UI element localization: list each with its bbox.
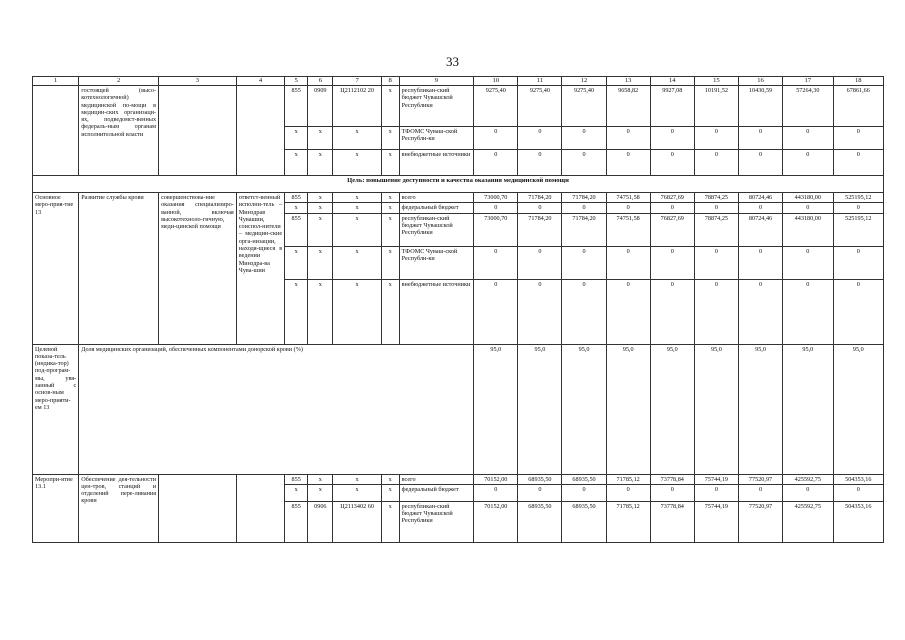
table-cell: Ц2112102 20 bbox=[333, 86, 381, 127]
table-cell: х bbox=[381, 127, 399, 150]
value-cell: 71785,12 bbox=[606, 474, 650, 484]
value-cell: 0 bbox=[738, 150, 782, 176]
value-cell: 78874,25 bbox=[694, 213, 738, 246]
table-row bbox=[33, 474, 884, 484]
column-number: 10 bbox=[474, 77, 518, 86]
value-cell: 0 bbox=[833, 246, 883, 279]
table-cell bbox=[236, 474, 284, 542]
column-number: 13 bbox=[606, 77, 650, 86]
value-cell: 77520,97 bbox=[738, 474, 782, 484]
value-cell: 9927,08 bbox=[650, 86, 694, 127]
value-cell: 0 bbox=[474, 246, 518, 279]
table-cell: х bbox=[308, 213, 333, 246]
value-cell: 73000,70 bbox=[474, 213, 518, 246]
value-cell: 0 bbox=[606, 203, 650, 213]
table-cell: х bbox=[285, 203, 308, 213]
value-cell: 70152,00 bbox=[474, 474, 518, 484]
value-cell: 0 bbox=[833, 127, 883, 150]
value-cell: 0 bbox=[606, 484, 650, 501]
table-cell: х bbox=[308, 279, 333, 344]
funding-source-cell: всего bbox=[399, 193, 474, 203]
table-cell: х bbox=[381, 150, 399, 176]
value-cell: 0 bbox=[783, 246, 833, 279]
value-cell: 0 bbox=[650, 279, 694, 344]
table-cell: х bbox=[333, 474, 381, 484]
value-cell: 68935,50 bbox=[562, 474, 606, 484]
value-cell: 0 bbox=[606, 150, 650, 176]
value-cell: 0 bbox=[474, 127, 518, 150]
value-cell: 425592,75 bbox=[783, 474, 833, 484]
executor-cell: ответст-венный исполни-тель – Минздрав Чувашии, соиспол-нители – медицин-ские орга-низации, находя-щиеся в ведении Минздра-ва Чува-шии bbox=[236, 193, 284, 345]
value-cell: 0 bbox=[650, 484, 694, 501]
table-cell: х bbox=[308, 474, 333, 484]
funding-source-cell: республикан-ский бюджет Чувашской Республики bbox=[399, 86, 474, 127]
value-cell: 80724,46 bbox=[738, 193, 782, 203]
value-cell: 95,0 bbox=[650, 344, 694, 474]
table-cell: х bbox=[285, 150, 308, 176]
table-cell bbox=[159, 474, 237, 542]
table-cell bbox=[236, 86, 284, 176]
table-cell: х bbox=[285, 484, 308, 501]
table-row bbox=[33, 193, 884, 203]
value-cell: 0 bbox=[694, 150, 738, 176]
event-type-cell: Меропри-ятие 13.1 bbox=[33, 474, 79, 542]
value-cell: 0 bbox=[518, 246, 562, 279]
value-cell: 0 bbox=[783, 127, 833, 150]
value-cell: 0 bbox=[833, 203, 883, 213]
table-cell bbox=[159, 86, 237, 176]
table-cell: 855 bbox=[285, 193, 308, 203]
table-cell: х bbox=[333, 246, 381, 279]
funding-source-cell: федеральный бюджет bbox=[399, 203, 474, 213]
value-cell: 504353,16 bbox=[833, 501, 883, 542]
value-cell: 73778,84 bbox=[650, 501, 694, 542]
value-cell: 443180,00 bbox=[783, 213, 833, 246]
value-cell: 74751,58 bbox=[606, 213, 650, 246]
funding-source-cell: всего bbox=[399, 474, 474, 484]
value-cell: 0 bbox=[783, 150, 833, 176]
table-cell: х bbox=[308, 203, 333, 213]
page-number: 33 bbox=[446, 54, 459, 69]
value-cell: 9658,82 bbox=[606, 86, 650, 127]
value-cell: 78874,25 bbox=[694, 193, 738, 203]
table-cell: 855 bbox=[285, 213, 308, 246]
value-cell: 0 bbox=[783, 279, 833, 344]
event-name-cell: Обеспечение дея-тельности цен-тров, станций и отделений пере-ливания крови bbox=[79, 474, 159, 542]
column-number: 18 bbox=[833, 77, 883, 86]
value-cell: 70152,00 bbox=[474, 501, 518, 542]
table-cell: х bbox=[308, 484, 333, 501]
table-cell: х bbox=[285, 246, 308, 279]
indicator-text-cell: Доля медицинских организаций, обеспеченных компонентами донорской крови (%) bbox=[79, 344, 474, 474]
value-cell: 75744,19 bbox=[694, 501, 738, 542]
table-cell: 855 bbox=[285, 86, 308, 127]
column-number: 6 bbox=[308, 77, 333, 86]
funding-source-cell: внебюджетные источники bbox=[399, 279, 474, 344]
value-cell: 10430,59 bbox=[738, 86, 782, 127]
value-cell: 76827,69 bbox=[650, 213, 694, 246]
value-cell: 95,0 bbox=[694, 344, 738, 474]
column-number: 16 bbox=[738, 77, 782, 86]
value-cell: 0 bbox=[562, 203, 606, 213]
value-cell: 0 bbox=[783, 203, 833, 213]
program-funding-table bbox=[32, 76, 884, 543]
table-cell: х bbox=[333, 193, 381, 203]
value-cell: 0 bbox=[518, 203, 562, 213]
value-cell: 0 bbox=[562, 484, 606, 501]
event-name-cell: гостоящей (высо-котехнологичной) медицинской по-мощи в медицин-ских организаци-ях, подведомст-венных федераль-ным органам исполнительной власти bbox=[79, 86, 159, 176]
value-cell: 95,0 bbox=[738, 344, 782, 474]
table-cell: х bbox=[308, 127, 333, 150]
value-cell: 0 bbox=[650, 150, 694, 176]
value-cell: 0 bbox=[833, 279, 883, 344]
table-cell: х bbox=[308, 193, 333, 203]
value-cell: 71784,20 bbox=[562, 193, 606, 203]
table-cell: х bbox=[381, 203, 399, 213]
table-cell: 0909 bbox=[308, 86, 333, 127]
objective-cell: совершенствова-ние оказания специализиро-ванной, включая высокотехноло-гичную, меди-цинской помощи bbox=[159, 193, 237, 345]
table-cell: х bbox=[381, 246, 399, 279]
value-cell: 0 bbox=[694, 484, 738, 501]
table-cell: 0906 bbox=[308, 501, 333, 542]
table-row bbox=[33, 77, 884, 86]
value-cell: 0 bbox=[562, 279, 606, 344]
value-cell: 0 bbox=[650, 246, 694, 279]
table-cell: 855 bbox=[285, 501, 308, 542]
value-cell: 0 bbox=[474, 279, 518, 344]
table-cell: х bbox=[381, 193, 399, 203]
value-cell: 80724,46 bbox=[738, 213, 782, 246]
column-number: 17 bbox=[783, 77, 833, 86]
value-cell: 95,0 bbox=[783, 344, 833, 474]
column-number: 5 bbox=[285, 77, 308, 86]
table-row bbox=[33, 86, 884, 127]
table-cell: х bbox=[333, 203, 381, 213]
table-body bbox=[33, 77, 884, 543]
table-cell: Ц2113402 60 bbox=[333, 501, 381, 542]
funding-source-cell: ТФОМС Чуваш-ской Республи-ки bbox=[399, 246, 474, 279]
value-cell: 57264,30 bbox=[783, 86, 833, 127]
value-cell: 68935,50 bbox=[518, 501, 562, 542]
table-cell: х bbox=[381, 484, 399, 501]
value-cell: 0 bbox=[518, 150, 562, 176]
value-cell: 95,0 bbox=[833, 344, 883, 474]
value-cell: 0 bbox=[694, 203, 738, 213]
column-number: 14 bbox=[650, 77, 694, 86]
table-cell: х bbox=[381, 501, 399, 542]
column-number: 9 bbox=[399, 77, 474, 86]
event-name-cell: Развитие службы крови bbox=[79, 193, 159, 345]
column-number: 1 bbox=[33, 77, 79, 86]
value-cell: 74751,58 bbox=[606, 193, 650, 203]
table-cell: х bbox=[381, 279, 399, 344]
column-number: 3 bbox=[159, 77, 237, 86]
value-cell: 71784,20 bbox=[518, 193, 562, 203]
table-row bbox=[33, 176, 884, 193]
funding-source-cell: внебюджетные источники bbox=[399, 150, 474, 176]
funding-source-cell: республикан-ский бюджет Чувашской Республики bbox=[399, 501, 474, 542]
indicator-label-cell: Целевой показа-тель (индика-тор) под-програм-мы, увя-занный с основ-ным меро-прияти-ем 13 bbox=[33, 344, 79, 474]
table-cell: х bbox=[333, 484, 381, 501]
table-cell: х bbox=[333, 150, 381, 176]
value-cell: 73000,70 bbox=[474, 193, 518, 203]
value-cell: 77520,97 bbox=[738, 501, 782, 542]
value-cell: 0 bbox=[833, 484, 883, 501]
column-number: 4 bbox=[236, 77, 284, 86]
value-cell: 504353,16 bbox=[833, 474, 883, 484]
value-cell: 71785,12 bbox=[606, 501, 650, 542]
table-cell: х bbox=[308, 246, 333, 279]
value-cell: 443180,00 bbox=[783, 193, 833, 203]
funding-source-cell: республикан-ский бюджет Чувашской Республики bbox=[399, 213, 474, 246]
value-cell: 0 bbox=[474, 484, 518, 501]
value-cell: 0 bbox=[694, 246, 738, 279]
table-cell: х bbox=[308, 150, 333, 176]
value-cell: 525195,12 bbox=[833, 193, 883, 203]
table-row bbox=[33, 344, 884, 474]
value-cell: 9275,40 bbox=[562, 86, 606, 127]
value-cell: 9275,40 bbox=[474, 86, 518, 127]
table-cell: х bbox=[381, 474, 399, 484]
value-cell: 95,0 bbox=[562, 344, 606, 474]
value-cell: 95,0 bbox=[606, 344, 650, 474]
value-cell: 425592,75 bbox=[783, 501, 833, 542]
funding-source-cell: федеральный бюджет bbox=[399, 484, 474, 501]
table-cell: х bbox=[381, 213, 399, 246]
value-cell: 0 bbox=[562, 246, 606, 279]
value-cell: 71784,20 bbox=[518, 213, 562, 246]
column-number: 2 bbox=[79, 77, 159, 86]
value-cell: 0 bbox=[474, 203, 518, 213]
table-cell: х bbox=[285, 279, 308, 344]
value-cell: 0 bbox=[694, 127, 738, 150]
value-cell: 95,0 bbox=[518, 344, 562, 474]
value-cell: 76827,69 bbox=[650, 193, 694, 203]
column-number: 7 bbox=[333, 77, 381, 86]
value-cell: 0 bbox=[562, 127, 606, 150]
value-cell: 95,0 bbox=[474, 344, 518, 474]
value-cell: 525195,12 bbox=[833, 213, 883, 246]
value-cell: 0 bbox=[833, 150, 883, 176]
value-cell: 67861,66 bbox=[833, 86, 883, 127]
value-cell: 9275,40 bbox=[518, 86, 562, 127]
column-number: 12 bbox=[562, 77, 606, 86]
value-cell: 0 bbox=[738, 246, 782, 279]
column-number: 11 bbox=[518, 77, 562, 86]
value-cell: 0 bbox=[518, 127, 562, 150]
value-cell: 0 bbox=[738, 484, 782, 501]
value-cell: 0 bbox=[738, 127, 782, 150]
value-cell: 0 bbox=[738, 203, 782, 213]
goal-heading: Цель: повышение доступности и качества оказания медицинской помощи bbox=[33, 176, 884, 193]
value-cell: 73778,84 bbox=[650, 474, 694, 484]
value-cell: 0 bbox=[783, 484, 833, 501]
value-cell: 0 bbox=[650, 127, 694, 150]
value-cell: 10191,52 bbox=[694, 86, 738, 127]
table-cell bbox=[33, 86, 79, 176]
value-cell: 68935,50 bbox=[518, 474, 562, 484]
column-number: 15 bbox=[694, 77, 738, 86]
value-cell: 0 bbox=[694, 279, 738, 344]
table-cell: х bbox=[381, 86, 399, 127]
value-cell: 0 bbox=[606, 127, 650, 150]
value-cell: 0 bbox=[518, 484, 562, 501]
column-number: 8 bbox=[381, 77, 399, 86]
value-cell: 71784,20 bbox=[562, 213, 606, 246]
value-cell: 0 bbox=[562, 150, 606, 176]
value-cell: 0 bbox=[606, 246, 650, 279]
value-cell: 0 bbox=[518, 279, 562, 344]
value-cell: 0 bbox=[738, 279, 782, 344]
table-cell: х bbox=[333, 279, 381, 344]
table-cell: х bbox=[333, 127, 381, 150]
table-cell: х bbox=[333, 213, 381, 246]
value-cell: 0 bbox=[650, 203, 694, 213]
funding-source-cell: ТФОМС Чуваш-ской Республи-ки bbox=[399, 127, 474, 150]
table-cell: 855 bbox=[285, 474, 308, 484]
table-cell: х bbox=[285, 127, 308, 150]
value-cell: 0 bbox=[474, 150, 518, 176]
event-type-cell: Основное меро-прия-тие 13 bbox=[33, 193, 79, 345]
value-cell: 0 bbox=[606, 279, 650, 344]
value-cell: 75744,19 bbox=[694, 474, 738, 484]
value-cell: 68935,50 bbox=[562, 501, 606, 542]
